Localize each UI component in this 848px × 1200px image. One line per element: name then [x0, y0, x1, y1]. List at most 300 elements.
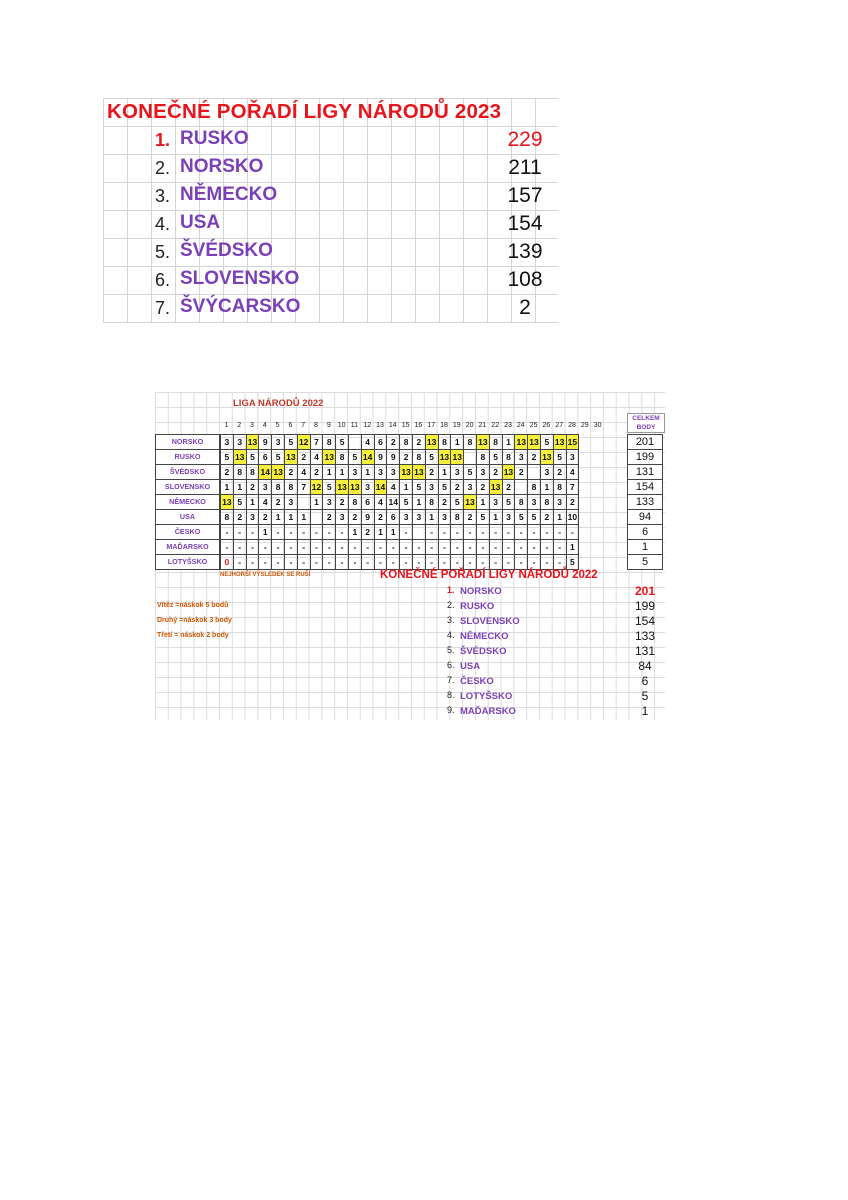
round-score: -	[566, 525, 579, 540]
round-score: 8	[246, 465, 259, 480]
round-score: -	[310, 540, 323, 555]
round-score: -	[553, 540, 566, 555]
round-score: 1	[374, 525, 387, 540]
round-score: 3	[259, 480, 272, 495]
round-score: 8	[476, 450, 489, 465]
round-score: -	[374, 555, 387, 570]
round-score: 1	[566, 540, 579, 555]
country-name: RUSKO	[460, 601, 495, 612]
round-score: -	[451, 540, 464, 555]
round-score: 3	[336, 510, 349, 525]
round-number: 20	[465, 422, 474, 429]
round-score: 3	[221, 435, 234, 450]
final-standings-2023	[103, 98, 558, 323]
points: 229	[507, 128, 543, 151]
round-score: 2	[284, 465, 297, 480]
country-name: SLOVENSKO	[460, 616, 520, 627]
round-score: 3	[515, 450, 528, 465]
rank: 5.	[155, 242, 171, 262]
round-score: 8	[540, 495, 553, 510]
team-name: NĚMECKO	[156, 495, 220, 510]
round-score: 1	[425, 510, 438, 525]
round-score: 8	[553, 480, 566, 495]
round-score: 1	[502, 435, 515, 450]
points: 131	[634, 644, 656, 658]
round-score: 2	[310, 465, 323, 480]
standings-2022-title: KONEČNÉ POŘADÍ LIGY NÁRODŮ 2022	[380, 569, 598, 581]
round-score: 8	[425, 495, 438, 510]
round-number: 24	[516, 422, 525, 429]
round-score: 3	[540, 465, 553, 480]
round-score: 3	[284, 495, 297, 510]
round-score: 5	[566, 555, 579, 570]
round-score: 1	[323, 465, 336, 480]
round-score: 3	[348, 465, 361, 480]
round-score: 3	[272, 435, 285, 450]
round-score: 3	[400, 510, 413, 525]
round-score: 10	[566, 510, 579, 525]
round-number: 16	[414, 422, 423, 429]
standings-2023-row	[103, 154, 558, 182]
country-name: SLOVENSKO	[180, 268, 300, 289]
round-number: 28	[568, 422, 576, 429]
points: 211	[508, 156, 542, 179]
round-score: -	[221, 525, 234, 540]
round-score: -	[451, 525, 464, 540]
round-score: 2	[272, 495, 285, 510]
round-score: -	[400, 540, 413, 555]
team-name: RUSKO	[156, 450, 220, 465]
round-score: -	[528, 555, 541, 570]
rank: 2.	[155, 158, 171, 178]
round-number: 26	[542, 422, 551, 429]
team-total: 201	[628, 435, 663, 450]
round-score: 14	[259, 465, 272, 480]
standings-2022-row	[445, 704, 665, 719]
round-score: 2	[361, 525, 374, 540]
round-score: 2	[476, 480, 489, 495]
round-score: -	[246, 555, 259, 570]
round-score: 1	[336, 465, 349, 480]
round-number: 1	[224, 422, 229, 429]
team-name: NORSKO	[156, 435, 220, 450]
round-score: 5	[476, 510, 489, 525]
round-score: -	[476, 555, 489, 570]
round-score: 14	[374, 480, 387, 495]
round-score: 9	[374, 450, 387, 465]
round-score: 3	[233, 435, 246, 450]
country-name: USA	[460, 661, 481, 672]
league-2022-title: LIGA NÁRODŮ 2022	[233, 398, 324, 409]
round-score: 3	[566, 450, 579, 465]
rank: 1.	[447, 585, 455, 595]
round-score: 5	[464, 465, 477, 480]
round-score: -	[221, 540, 234, 555]
round-score: -	[425, 555, 438, 570]
round-score: -	[540, 525, 553, 540]
points: 1	[641, 704, 649, 718]
legend-third: Třetí = náskok 2 body	[157, 632, 229, 639]
country-name: NĚMECKO	[460, 631, 509, 642]
round-score: 12	[297, 435, 310, 450]
standings-2023-row	[103, 126, 558, 154]
round-score: 5	[502, 495, 515, 510]
round-score: 9	[259, 435, 272, 450]
team-score-row	[221, 450, 579, 465]
country-name: USA	[180, 212, 221, 233]
standings-2022-row	[445, 674, 665, 689]
round-score: 5	[515, 510, 528, 525]
round-score: 2	[451, 480, 464, 495]
legend-winner: Vítěz =náskok 5 bodů	[157, 602, 229, 609]
round-score: -	[233, 525, 246, 540]
country-name: NĚMECKO	[180, 184, 278, 205]
round-score: 5	[348, 450, 361, 465]
round-score: 1	[348, 525, 361, 540]
round-score: 4	[361, 435, 374, 450]
points: 108	[507, 268, 543, 291]
round-score: 1	[451, 435, 464, 450]
round-score: -	[464, 555, 477, 570]
round-score: -	[425, 540, 438, 555]
round-number: 2	[237, 422, 242, 429]
round-score: 2	[464, 510, 477, 525]
round-score: 8	[323, 435, 336, 450]
round-score: 1	[400, 480, 413, 495]
round-number: 7	[301, 422, 306, 429]
round-score: 3	[502, 510, 515, 525]
team-total: 131	[628, 465, 663, 480]
round-score: -	[348, 540, 361, 555]
standings-2023-row	[103, 294, 558, 322]
round-score: -	[464, 540, 477, 555]
country-name: ČESKO	[460, 676, 494, 687]
round-score: 6	[387, 510, 400, 525]
round-number: 10	[337, 422, 346, 429]
team-score-row	[221, 495, 579, 510]
round-score: -	[425, 525, 438, 540]
round-score: 5	[323, 480, 336, 495]
points: 154	[634, 614, 656, 628]
standings-2022-row	[445, 599, 665, 614]
round-score: 5	[246, 450, 259, 465]
round-score: 13	[476, 435, 489, 450]
round-score: 13	[348, 480, 361, 495]
rank: 7.	[155, 298, 171, 318]
rank: 8.	[447, 690, 455, 700]
team-total: 199	[628, 450, 663, 465]
round-number: 13	[376, 422, 384, 429]
round-score: 13	[528, 435, 541, 450]
round-number: 15	[401, 422, 410, 429]
round-score: 13	[451, 450, 464, 465]
round-number: 11	[350, 422, 359, 429]
round-score: 7	[566, 480, 579, 495]
round-score: 8	[438, 435, 451, 450]
standings-2022-row	[445, 659, 665, 674]
round-score: -	[515, 555, 528, 570]
country-name: ŠVÉDSKO	[180, 240, 273, 261]
round-number: 4	[262, 422, 267, 429]
round-score	[310, 510, 323, 525]
round-score: 13	[438, 450, 451, 465]
round-score: -	[323, 540, 336, 555]
round-number: 23	[504, 422, 512, 429]
points: 199	[634, 599, 656, 613]
round-score: 8	[284, 480, 297, 495]
rank: 5.	[447, 645, 455, 655]
round-score: -	[540, 555, 553, 570]
standings-2023-row	[103, 238, 558, 266]
team-name: ŠVÉDSKO	[156, 465, 220, 480]
round-score: 2	[400, 450, 413, 465]
round-score: 2	[540, 510, 553, 525]
team-name: ČESKO	[156, 525, 220, 540]
round-score: 5	[438, 480, 451, 495]
round-score: 6	[374, 435, 387, 450]
points: 5	[641, 689, 649, 703]
team-score-row	[221, 465, 579, 480]
round-score: 4	[310, 450, 323, 465]
total-points-column	[627, 434, 663, 570]
round-score: 8	[221, 510, 234, 525]
team-score-row	[221, 480, 579, 495]
round-score: -	[284, 555, 297, 570]
round-score: 3	[476, 465, 489, 480]
round-score: 5	[553, 450, 566, 465]
round-score: 8	[412, 450, 425, 465]
points: 133	[634, 629, 656, 643]
round-score: -	[297, 540, 310, 555]
round-score: 8	[233, 465, 246, 480]
round-score: 2	[528, 450, 541, 465]
round-score: -	[476, 525, 489, 540]
round-score: 0	[221, 555, 234, 570]
round-score: 2	[336, 495, 349, 510]
legend-second: Druhý =náskok 3 body	[157, 617, 232, 624]
round-score: -	[246, 525, 259, 540]
rank: 7.	[447, 675, 455, 685]
round-score: -	[284, 525, 297, 540]
round-score: -	[502, 555, 515, 570]
round-score: 2	[515, 465, 528, 480]
round-score: -	[374, 540, 387, 555]
round-score: 5	[412, 480, 425, 495]
round-number: 14	[388, 422, 397, 429]
round-score: 13	[489, 480, 502, 495]
round-score: 3	[438, 510, 451, 525]
round-score: 2	[553, 465, 566, 480]
round-score: 4	[297, 465, 310, 480]
round-score: 1	[438, 465, 451, 480]
round-score: 13	[425, 435, 438, 450]
standings-2022-row	[445, 644, 665, 659]
round-score: 8	[451, 510, 464, 525]
round-score: -	[323, 555, 336, 570]
round-number: 3	[250, 422, 254, 429]
points: 2	[519, 296, 531, 319]
round-score: 3	[425, 480, 438, 495]
round-score: 2	[233, 510, 246, 525]
round-score: -	[528, 540, 541, 555]
round-score: -	[438, 540, 451, 555]
round-number: 27	[555, 422, 564, 429]
team-score-row	[221, 555, 579, 570]
round-score: 9	[361, 510, 374, 525]
round-score: -	[412, 540, 425, 555]
round-score: 5	[425, 450, 438, 465]
round-score: -	[400, 555, 413, 570]
round-score: 2	[259, 510, 272, 525]
round-score: -	[540, 540, 553, 555]
round-score: 3	[464, 480, 477, 495]
round-score: -	[259, 540, 272, 555]
round-score: 8	[464, 435, 477, 450]
rank: 3.	[447, 615, 455, 625]
round-score: 3	[387, 465, 400, 480]
round-score: 2	[387, 435, 400, 450]
round-score: 2	[412, 435, 425, 450]
rank: 1.	[155, 130, 171, 150]
team-name: USA	[156, 510, 220, 525]
round-score	[528, 465, 541, 480]
country-name: ŠVÉDSKO	[460, 646, 507, 657]
round-score: -	[297, 525, 310, 540]
round-score: 1	[221, 480, 234, 495]
round-score: -	[361, 540, 374, 555]
points: 157	[507, 184, 543, 207]
round-score: 3	[553, 495, 566, 510]
round-score: 13	[272, 465, 285, 480]
round-number: 6	[288, 422, 293, 429]
round-score: 2	[221, 465, 234, 480]
league-of-nations-2022-sheet	[155, 392, 665, 720]
standings-2022-row	[445, 689, 665, 704]
rank: 2.	[447, 600, 455, 610]
round-score: -	[412, 555, 425, 570]
round-number: 21	[478, 422, 487, 429]
round-score: -	[489, 540, 502, 555]
round-score: 2	[374, 510, 387, 525]
round-score: 13	[233, 450, 246, 465]
points: 154	[507, 212, 543, 235]
round-score: 1	[246, 495, 259, 510]
rank: 3.	[155, 186, 171, 206]
round-score: 7	[310, 435, 323, 450]
round-score	[412, 525, 425, 540]
team-score-row	[221, 525, 579, 540]
team-name: SLOVENSKO	[156, 480, 220, 495]
round-score: 13	[246, 435, 259, 450]
country-name: LOTYŠSKO	[460, 691, 513, 702]
round-score: 3	[451, 465, 464, 480]
round-score: -	[233, 555, 246, 570]
round-score: 7	[297, 480, 310, 495]
round-score: -	[553, 555, 566, 570]
round-number: 29	[580, 422, 589, 429]
round-score	[515, 480, 528, 495]
round-score: -	[476, 540, 489, 555]
round-score: -	[272, 555, 285, 570]
round-score: 13	[502, 465, 515, 480]
round-score: -	[233, 540, 246, 555]
total-points-header: CELKEM BODY	[627, 413, 665, 433]
standings-2022-row	[445, 584, 665, 599]
round-score: 2	[348, 510, 361, 525]
country-name: MAĎARSKO	[460, 706, 516, 717]
round-score: 2	[566, 495, 579, 510]
round-score: 8	[400, 435, 413, 450]
round-score: 13	[284, 450, 297, 465]
round-score: 5	[233, 495, 246, 510]
standings-2023-title: KONEČNÉ POŘADÍ LIGY NÁRODŮ 2023	[107, 100, 502, 123]
round-score: -	[348, 555, 361, 570]
round-score: -	[272, 525, 285, 540]
points: 201	[634, 584, 656, 598]
round-score: -	[400, 525, 413, 540]
round-number: 22	[491, 422, 500, 429]
round-number: 5	[275, 422, 280, 429]
round-score: 3	[412, 510, 425, 525]
round-score: -	[502, 540, 515, 555]
round-score: 3	[528, 495, 541, 510]
round-score: 14	[387, 495, 400, 510]
standings-2022-row	[445, 629, 665, 644]
round-score: 2	[323, 510, 336, 525]
round-score: 1	[387, 525, 400, 540]
round-score: -	[489, 555, 502, 570]
team-total: 94	[628, 510, 663, 525]
round-number: 25	[529, 422, 538, 429]
team-name: LOTYŠSKO	[156, 555, 220, 570]
round-score: 8	[336, 450, 349, 465]
team-total: 5	[628, 555, 663, 570]
round-score: 4	[259, 495, 272, 510]
round-score: -	[310, 525, 323, 540]
round-score: 2	[297, 450, 310, 465]
points: 6	[641, 674, 649, 688]
round-score: 1	[297, 510, 310, 525]
round-score: 5	[400, 495, 413, 510]
round-score: -	[515, 540, 528, 555]
round-score: -	[323, 525, 336, 540]
round-number: 18	[440, 422, 448, 429]
round-number: 8	[314, 422, 318, 429]
round-score: 1	[476, 495, 489, 510]
round-score: 2	[438, 495, 451, 510]
team-names-column	[155, 434, 220, 570]
round-score: 13	[412, 465, 425, 480]
country-name: ŠVÝCARSKO	[180, 296, 301, 317]
round-score: -	[259, 555, 272, 570]
rank: 9.	[447, 705, 455, 715]
round-score: 12	[310, 480, 323, 495]
team-total: 154	[628, 480, 663, 495]
round-score: 6	[259, 450, 272, 465]
rank: 4.	[155, 214, 171, 234]
round-score: 3	[489, 495, 502, 510]
round-score: 14	[361, 450, 374, 465]
round-score: -	[297, 555, 310, 570]
round-score: 1	[361, 465, 374, 480]
round-score: -	[438, 555, 451, 570]
round-score: 13	[553, 435, 566, 450]
team-total: 133	[628, 495, 663, 510]
team-score-row	[221, 435, 579, 450]
round-score: 8	[272, 480, 285, 495]
round-score: 13	[323, 450, 336, 465]
round-score: 3	[374, 465, 387, 480]
